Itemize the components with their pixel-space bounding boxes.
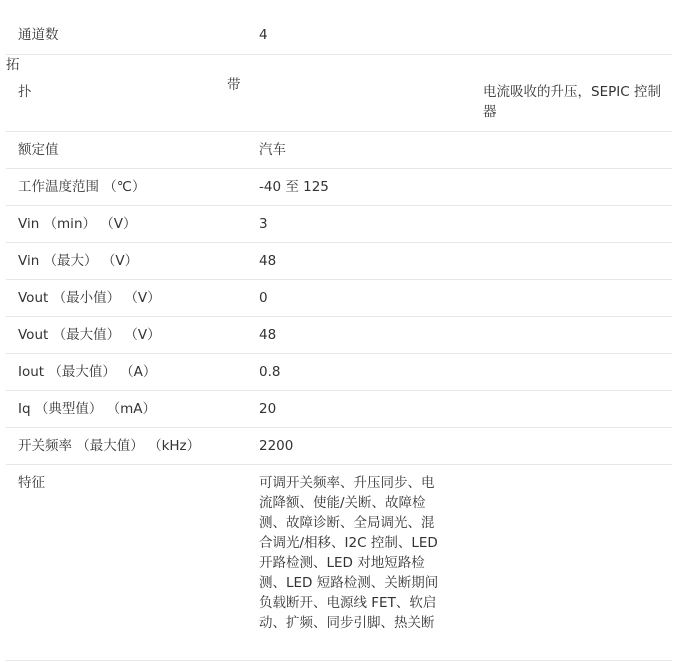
rating-label: 额定值 <box>18 142 59 158</box>
iout-max-label: Iout （最大值） （A） <box>18 364 157 380</box>
table-row-channels <box>6 17 672 55</box>
vin-max-value: 48 <box>259 253 277 269</box>
table-row-iout-max <box>6 354 672 391</box>
switching-frequency-label: 开关频率 （最大值） （kHz） <box>18 438 201 454</box>
table-row-features <box>6 465 672 661</box>
vout-min-value: 0 <box>259 290 268 306</box>
vin-min-value: 3 <box>259 216 268 232</box>
vin-max-label: Vin （最大） （V） <box>18 253 139 269</box>
table-row-vout-max <box>6 317 672 354</box>
iq-typ-value: 20 <box>259 401 277 417</box>
table-row-iq-typ <box>6 391 672 428</box>
table-row-rating <box>6 132 672 169</box>
vout-min-label: Vout （最小值） （V） <box>18 290 161 306</box>
topology-label-part-1: 拓 <box>6 57 20 73</box>
switching-frequency-value: 2200 <box>259 438 294 454</box>
topology-label-part-2: 扑 <box>18 84 32 100</box>
table-row-vout-min <box>6 280 672 317</box>
topology-value-part-2: 电流吸收的升压，SEPIC 控制器 <box>483 84 661 120</box>
channels-value: 4 <box>259 27 268 43</box>
topology-value-part-1: 带 <box>227 77 241 93</box>
features-label: 特征 <box>18 475 45 491</box>
features-value: 可调开关频率、升压同步、电流降额、使能/关断、故障检测、故障诊断、全局调光、混合调光/相移、I2C 控制、LED 开路检测、LED 对地短路检测、LED 短路检测、关断期间负载断开、电源线 FET、软启动、扩频、同步引脚、热关断 <box>259 475 439 631</box>
table-row-vin-min <box>6 206 672 243</box>
vin-min-label: Vin （min） （V） <box>18 216 137 232</box>
vout-max-value: 48 <box>259 327 277 343</box>
operating-temp-value: -40 至 125 <box>259 179 329 195</box>
iout-max-value: 0.8 <box>259 364 281 380</box>
table-row-vin-max <box>6 243 672 280</box>
iq-typ-label: Iq （典型值） （mA） <box>18 401 157 417</box>
table-row-topology <box>6 55 672 132</box>
table-row-switching-frequency <box>6 428 672 465</box>
vout-max-label: Vout （最大值） （V） <box>18 327 161 343</box>
rating-value: 汽车 <box>259 142 286 158</box>
channels-label: 通道数 <box>18 27 59 43</box>
operating-temp-label: 工作温度范围 （℃） <box>18 179 146 195</box>
table-row-operating-temp <box>6 169 672 206</box>
